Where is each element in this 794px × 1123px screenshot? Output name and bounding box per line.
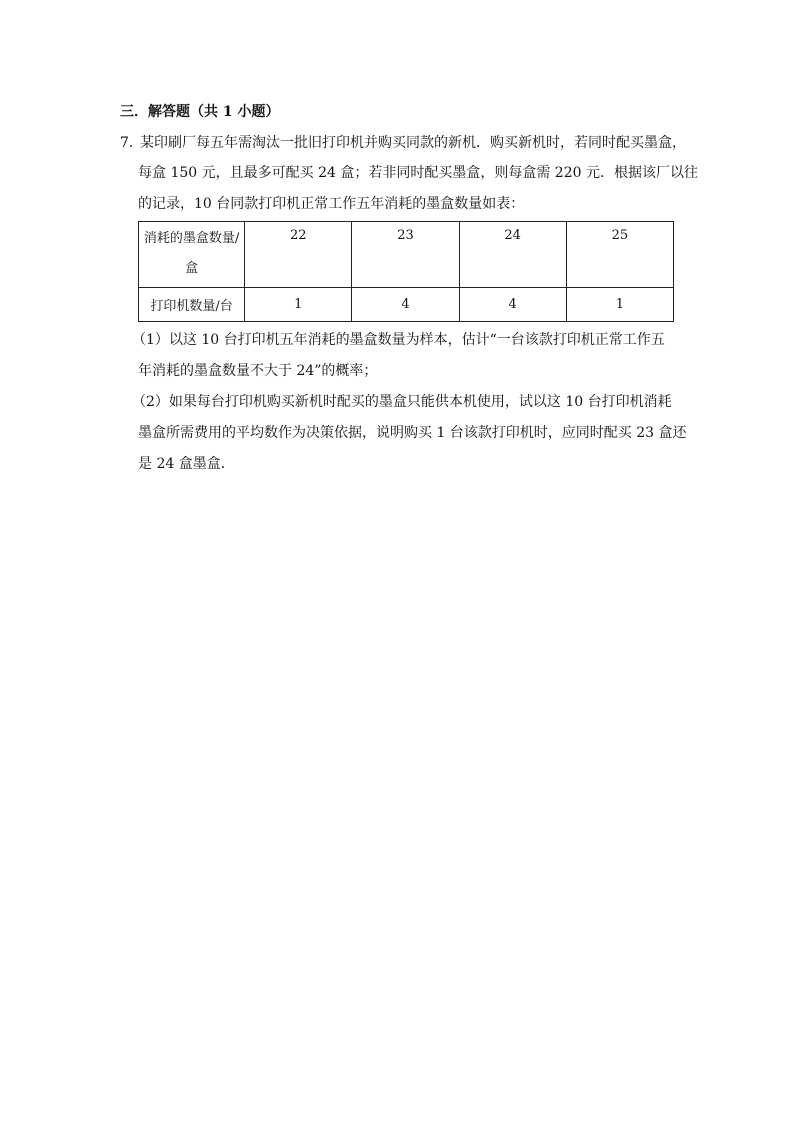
table-row-printers bbox=[139, 288, 674, 322]
table-cell: 23 bbox=[352, 222, 459, 288]
part-1-line-2: 年消耗的墨盒数量不大于 24”的概率； bbox=[138, 363, 378, 379]
part-2-line-3: 是 24 盒墨盒． bbox=[138, 456, 235, 472]
question-line-2: 每盒 150 元，且最多可配买 24 盒；若非同时配买墨盒，则每盒需 220 元．根据该厂以往 bbox=[138, 165, 698, 181]
question-line-3: 的记录，10 台同款打印机正常工作五年消耗的墨盒数量如表： bbox=[138, 196, 525, 212]
table-header-cartridges bbox=[139, 222, 245, 288]
table-cell: 22 bbox=[245, 222, 352, 288]
data-table bbox=[138, 221, 674, 322]
section-title: 三．解答题（共 1 小题） bbox=[120, 104, 280, 120]
part-1-line-1: （1）以这 10 台打印机五年消耗的墨盒数量为样本，估计“一台该款打印机正常工作五 bbox=[132, 332, 665, 348]
table-cell: 25 bbox=[566, 222, 673, 288]
header-text: 消耗的墨盒数量/盒 bbox=[143, 231, 240, 276]
table-cell: 4 bbox=[459, 288, 566, 322]
table-cell: 4 bbox=[352, 288, 459, 322]
question-text: 某印刷厂每五年需淘汰一批旧打印机并购买同款的新机．购买新机时，若同时配买墨盒， bbox=[140, 135, 686, 151]
table-header-printers: 打印机数量/台 bbox=[139, 288, 245, 322]
table-row-cartridges bbox=[139, 222, 674, 288]
part-2-line-2: 墨盒所需费用的平均数作为决策依据，说明购买 1 台该款打印机时，应同时配买 23 盒还 bbox=[138, 425, 687, 441]
table-cell: 1 bbox=[566, 288, 673, 322]
table-cell: 24 bbox=[459, 222, 566, 288]
table-cell: 1 bbox=[245, 288, 352, 322]
question-number: 7． bbox=[120, 135, 143, 151]
part-2-line-1: （2）如果每台打印机购买新机时配买的墨盒只能供本机使用，试以这 10 台打印机消耗 bbox=[132, 394, 672, 410]
question-line-1 bbox=[120, 133, 686, 153]
